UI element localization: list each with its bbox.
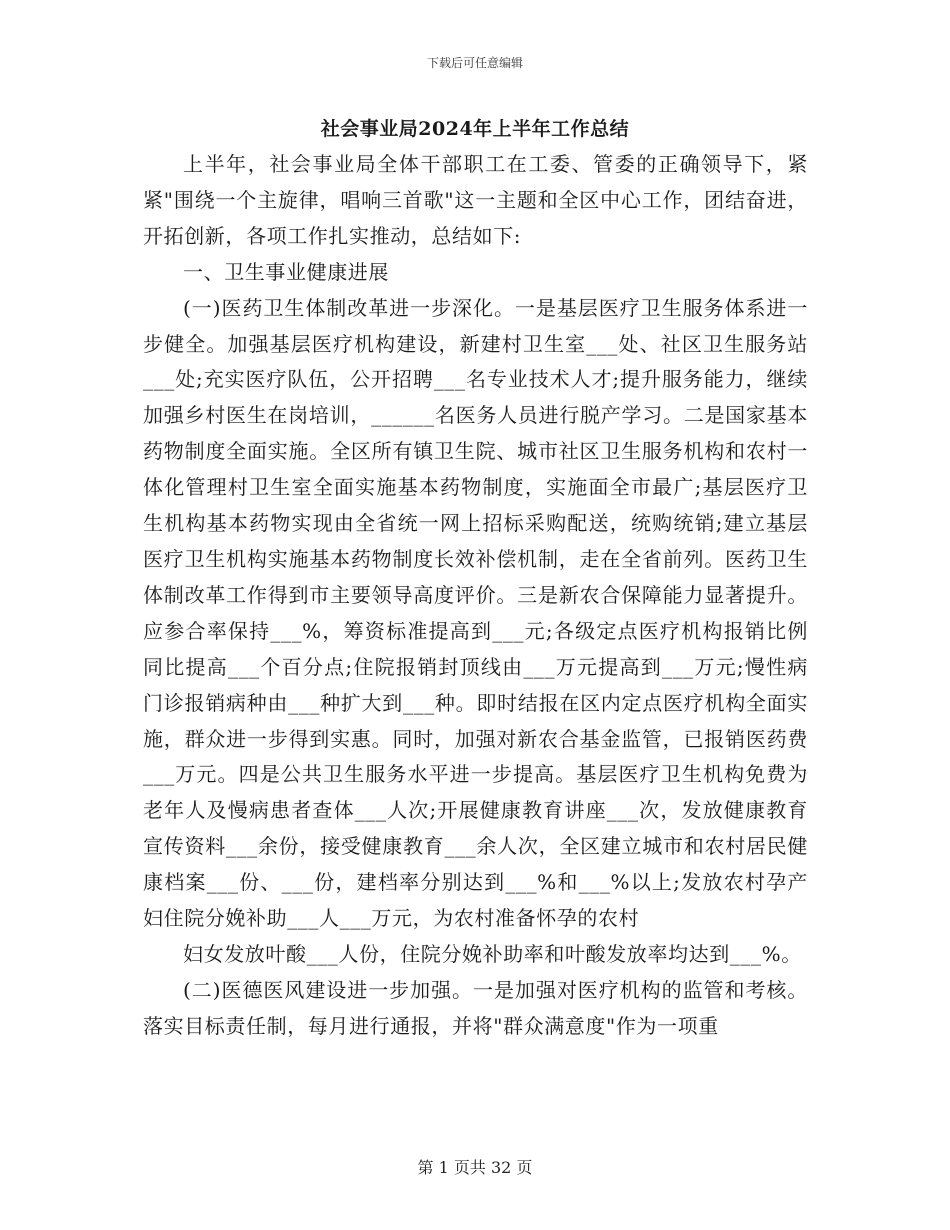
header-note: 下载后可任意编辑 (426, 56, 523, 70)
section-heading: 一、卫生事业健康进展 (183, 259, 389, 284)
paragraph-health-reform: (一)医药卫生体制改革进一步深化。一是基层医疗卫生服务体系进一步健全。加强基层医疗机构建设，新建村卫生室___处、社区卫生服务站___处;充实医疗队伍，公开招聘___名专业技术人才;提升服务能力，继续加强乡村医生在岗培训，______名医务人员进行脱产学习。二是国家基本药物制度全面实施。全区所有镇卫生院、城市社区卫生服务机构和农村一体化管理村卫生室全面实施基本药物制度，实施面全市最广;基层医疗卫生机构基本药物实现由全省统一网上招标采购配送，统购统销;建立基层医疗卫生机构实施基本药物制度长效补偿机制，走在全省前列。医药卫生体制改革工作得到市主要领导高度评价。三是新农合保障能力显著提升。应参合率保持___%，筹资标准提高到___元;各级定点医疗机构报销比例同比提高___个百分点;住院报销封顶线由___万元提高到___万元;慢性病门诊报销病种由___种扩大到___种。即时结报在区内定点医疗机构全面实施，群众进一步得到实惠。同时，加强对新农合基金监管，已报销医药费___万元。四是公共卫生服务水平进一步提高。基层医疗卫生机构免费为老年人及慢病患者查体___人次;开展健康教育讲座___次，发放健康教育宣传资料___余份，接受健康教育___余人次，全区建立城市和农村居民健康档案___份、___份，建档率分别达到___%和___%以上;发放农村孕产妇住院分娩补助___人___万元，为农村准备怀孕的农村 (143, 295, 808, 931)
paragraph-folic-acid: 妇女发放叶酸___人份，住院分娩补助率和叶酸发放率均达到___%。 (183, 941, 802, 966)
document-body (143, 147, 808, 1045)
paragraph-intro: 上半年，社会事业局全体干部职工在工委、管委的正确领导下，紧紧"围绕一个主旋律，唱响三首歌"这一主题和全区中心工作，团结奋进，开拓创新，各项工作扎实推动，总结如下: (143, 152, 808, 248)
paragraph-medical-ethics: (二)医德医风建设进一步加强。一是加强对医疗机构的监管和考核。落实目标责任制，每月进行通报，并将"群众满意度"作为一项重 (143, 977, 808, 1038)
document-title: 社会事业局2024年上半年工作总结 (320, 118, 630, 140)
page-number: 第 1 页共 32 页 (417, 1158, 533, 1177)
